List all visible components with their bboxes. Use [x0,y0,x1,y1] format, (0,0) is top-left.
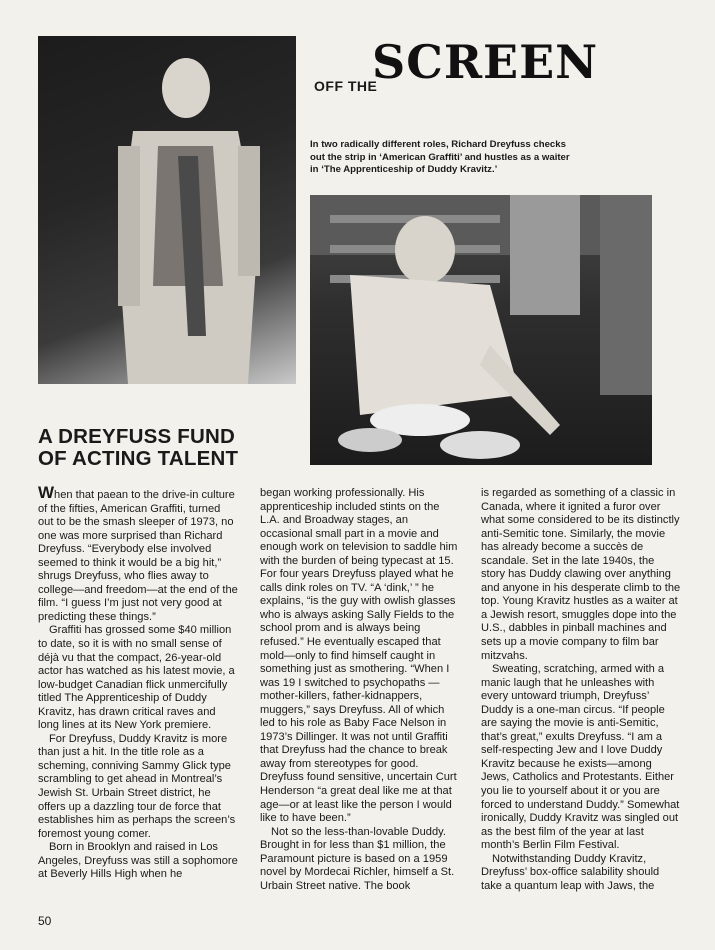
article-column-1 [38,483,238,882]
photo-dreyfuss-duddy-kravitz [310,195,652,465]
page-number: 50 [38,914,52,928]
photo-caption: In two radically different roles, Richard Dreyfuss checks out the strip in ‘American Graffiti’ and hustles as a waiter in ‘The Apprenticeship of Duddy Kravitz.’ [310,139,570,175]
paragraph: Notwithstanding Duddy Kravitz, Dreyfuss’ box-office salability should take a quantum leap with Jaws, the [481,852,660,892]
paragraph: Sweating, scratching, armed with a manic laugh that he unleashes with every untoward triumph, Dreyfuss’ Duddy is a one-man circus. “If people are saying the movie is anti-Semitic, that’s great,” exults Dreyfuss. “I am a self-respecting Jew and I love Duddy Kravitz because he exists—among Jews, Catholics and Protestants. Either you lie to yourself about it or you are forced to understand Duddy.” Somewhat ironically, Duddy Kravitz was singled out as the best film of the year at last month’s Berlin Film Festival. [481,663,680,852]
paragraph-text: hen that paean to the drive-in culture of the fifties, American Graffiti, turned out to be the smash sleeper of 1973, no one was more surprised than Richard Dreyfuss. “Everybody else involved seemed to think it would be a big hit,” shrugs Dreyfuss, who flies away to college—and freedom—at the end of the film. “I guess I’m just not very good at predicting these things.” [38,489,238,623]
paragraph: began working professionally. His apprenticeship included stints on the L.A. and Broadway stages, an occasional small part in a movie and enough work on television to saddle him with the burden of being typecast at 15. For four years Dreyfuss played what he calls dink roles on TV. “A ‘dink,’ ” he explains, “is the guy with owlish glasses who is always asking Sally Fields to the school prom and is always being refused.” He eventually escaped that mold—only to find himself caught in something just as smothering. “When I was 19 I switched to psychopaths —mother-killers, father-kidnappers, muggers,” says Dreyfuss. All of which led to his role as Baby Face Nelson in 1973’s Dillinger. It was not until Graffiti that Dreyfuss had the chance to break away from stereotypes for good. Dreyfuss found sensitive, uncertain Curt Henderson “a great deal like me at that age—or at least like the person I would like to have been.” [260,487,458,825]
paragraph: For Dreyfuss, Duddy Kravitz is more than just a hit. In the title role as a scheming, conniving Sammy Glick type scrambling to get ahead in Montreal’s Jewish St. Urbain Street district, he offers up a dazzling tour de force that establishes him as perhaps the screen’s foremost young comer. [38,732,236,840]
paragraph [38,483,238,624]
figure-silhouette [38,36,296,384]
paragraph: Born in Brooklyn and raised in Los Angeles, Dreyfuss was still a sophomore at Beverly Hills High when he [38,841,238,881]
article-headline [38,426,298,470]
article-column-3 [481,487,681,893]
headline-line-1: A DREYFUSS FUND [38,425,235,448]
article-column-2 [260,487,460,893]
restaurant-scene [310,195,652,465]
paragraph: Graffiti has grossed some $40 million to date, so it is with no small sense of déjà vu that the compact, 26-year-old actor has watched as his latest movie, a low-budget Canadian flick unmercifully titled The Apprenticeship of Duddy Kravitz, has drawn critical raves and long lines at its New York premiere. [38,624,235,732]
section-title-screen: SCREEN [372,35,599,89]
headline-line-2: OF ACTING TALENT [38,447,239,470]
photo-dreyfuss-american-graffiti [38,36,296,384]
paragraph: Not so the less-than-lovable Duddy. Brought in for less than $1 million, the Paramount picture is based on a 1959 novel by Mordecai Richler, himself a St. Urbain Street native. The book [260,825,455,892]
drop-cap: W [38,483,55,502]
paragraph: is regarded as something of a classic in Canada, where it ignited a furor over what some considered to be its distinctly anti-Semitic tone. Similarly, the movie has already become a succès de scandale. Set in the late 1940s, the story has Duddy clawing over anything and anyone in his desperate climb to the top. Young Kravitz hustles as a waiter at a Jewish resort, smuggles dope into the U.S., dabbles in pinball machines and sets up a movie company to film bar mitzvahs. [481,487,681,662]
section-label-off-the: OFF THE [314,78,378,94]
